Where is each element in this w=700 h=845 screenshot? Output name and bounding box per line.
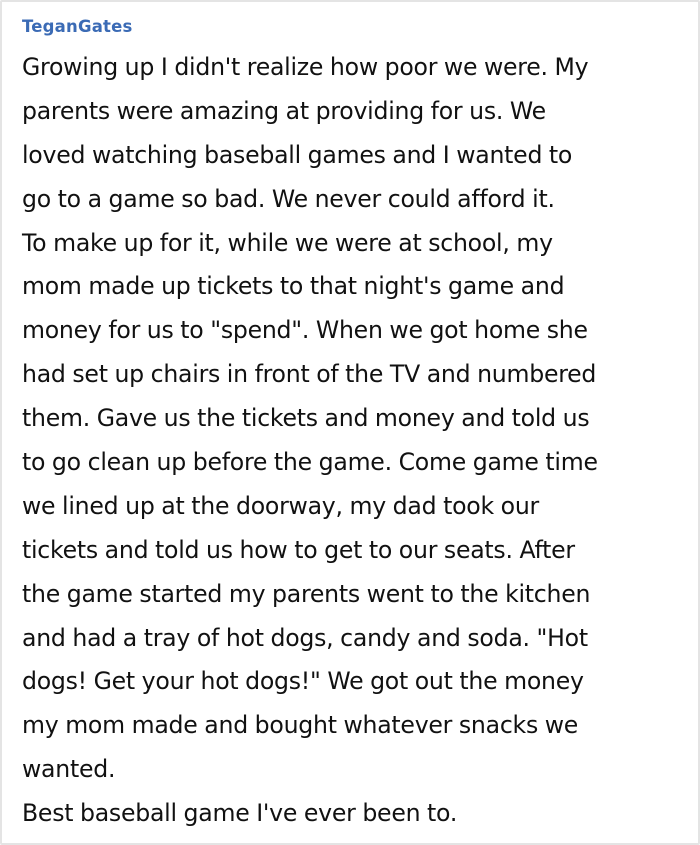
comment-line: had set up chairs in front of the TV and numbered: [22, 360, 597, 389]
comment-line: money for us to "spend". When we got home she: [22, 316, 588, 345]
comment-line: Growing up I didn't realize how poor we were. My: [22, 53, 589, 81]
comment-body: [22, 46, 692, 836]
comment-line: go to a game so bad. We never could afford it.: [22, 184, 555, 213]
comment-line: parents were amazing at providing for us. We: [22, 96, 546, 125]
comment-line: loved watching baseball games and I wanted to: [22, 140, 573, 169]
comment-line: my mom made and bought whatever snacks we: [22, 711, 579, 740]
comment-line: we lined up at the doorway, my dad took our: [22, 491, 539, 520]
comment-line: dogs! Get your hot dogs!" We got out the money: [22, 667, 584, 696]
comment-line: mom made up tickets to that night's game and: [22, 272, 565, 301]
comment-line: the game started my parents went to the kitchen: [22, 579, 591, 608]
comment-line: tickets and told us how to get to our seats. After: [22, 535, 575, 564]
comment-line: them. Gave us the tickets and money and told us: [22, 404, 590, 433]
comment-line: to go clean up before the game. Come game time: [22, 448, 598, 477]
comment-username[interactable]: TeganGates: [22, 17, 133, 36]
comment-line: wanted.: [22, 755, 116, 784]
comment-line: and had a tray of hot dogs, candy and soda. "Hot: [22, 623, 588, 652]
comment-line: To make up for it, while we were at school, my: [22, 228, 553, 257]
comment-line: Best baseball game I've ever been to.: [22, 799, 458, 828]
